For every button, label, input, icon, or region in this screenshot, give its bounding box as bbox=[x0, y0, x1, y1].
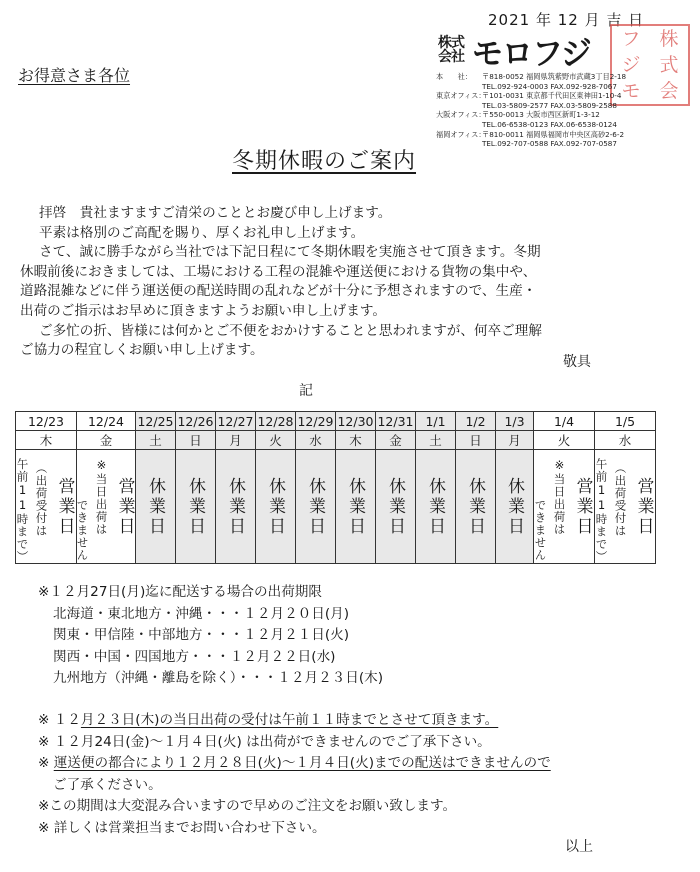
page-title: 冬期休暇のご案内 bbox=[232, 149, 417, 174]
stamp-char: 式 bbox=[659, 53, 679, 76]
calendar-closed-cell bbox=[376, 450, 416, 564]
calendar-weekday-cell: 火 bbox=[534, 431, 595, 450]
calendar-weekday-cell: 日 bbox=[176, 431, 216, 450]
closing-keigu: 敬具 bbox=[563, 354, 591, 370]
note-prefix: ※ １２ bbox=[38, 712, 81, 728]
company-type-line2: 会社 bbox=[438, 49, 464, 65]
day-status: 休業日 bbox=[465, 476, 485, 537]
shipping-heading: ※１２月27日(月)迄に配送する場合の出荷期限 bbox=[38, 584, 322, 600]
day-status: 営業日 bbox=[54, 476, 75, 537]
company-logo bbox=[438, 33, 591, 73]
note-item-continued: ご了承ください。 bbox=[53, 776, 162, 793]
company-name: モロフジ bbox=[472, 34, 591, 73]
issue-date: 2021 年 12 月 吉 日 bbox=[488, 11, 645, 29]
calendar-closed-cell bbox=[256, 450, 296, 564]
shipping-item: 関東・甲信陸・中部地方・・・１２月２１日(火) bbox=[53, 627, 350, 643]
stamp-char: ジ bbox=[621, 53, 641, 76]
office-address: 〒550-0013 大阪市西区新町1-3-12 bbox=[482, 110, 600, 120]
stamp-char: フ bbox=[621, 27, 641, 50]
status-row bbox=[16, 450, 656, 564]
stamp-char: 株 bbox=[659, 27, 679, 50]
note-item bbox=[38, 753, 551, 775]
day-note: ※当日出荷は bbox=[552, 458, 567, 536]
calendar-closed-cell bbox=[296, 450, 336, 564]
body-line: さて、誠に勝手ながら当社では下記日程にて冬期休暇を実施させて頂きます。冬期 bbox=[39, 244, 541, 261]
office-entry bbox=[436, 91, 626, 110]
calendar-weekday-cell: 火 bbox=[256, 431, 296, 450]
office-tel: TEL.06-6538-0123 FAX.06-6538-0124 bbox=[482, 119, 617, 129]
calendar-weekday-cell: 金 bbox=[77, 431, 136, 450]
company-type-line1: 株式 bbox=[438, 35, 464, 51]
day-note: 午前11時まで） bbox=[15, 458, 30, 563]
note-item: ※ 詳しくは営業担当までお問い合わせ下さい。 bbox=[38, 819, 326, 836]
body-line: 平素は格別のご高配を賜り、厚くお礼申し上げます。 bbox=[39, 224, 365, 241]
office-label: 本 社： bbox=[436, 72, 472, 81]
calendar-weekday-cell: 木 bbox=[16, 431, 77, 450]
calendar-closed-cell bbox=[496, 450, 534, 564]
date-row bbox=[16, 412, 656, 431]
calendar-date-cell: 12/28 bbox=[257, 413, 294, 429]
calendar-date-cell: 1/3 bbox=[496, 412, 534, 431]
day-status: 休業日 bbox=[345, 476, 365, 537]
calendar-weekday-cell: 木 bbox=[336, 431, 376, 450]
calendar-closed-cell bbox=[456, 450, 496, 564]
day-note: できません bbox=[533, 498, 548, 561]
day-note: できません bbox=[75, 498, 90, 561]
calendar-date-cell: 12/30 bbox=[337, 413, 374, 429]
office-entry bbox=[436, 110, 626, 129]
day-status: 休業日 bbox=[385, 476, 405, 537]
shipping-item: 関西・中国・四国地方・・・１２月２２日(水) bbox=[53, 648, 336, 665]
day-status: 休業日 bbox=[145, 476, 165, 537]
calendar-weekday-cell: 月 bbox=[496, 431, 534, 450]
day-note: （出荷受付は bbox=[613, 462, 628, 537]
day-status: 営業日 bbox=[572, 476, 593, 537]
office-address-block bbox=[436, 72, 626, 149]
office-label: 東京オフィス： bbox=[436, 91, 486, 101]
note-prefix: ※ bbox=[38, 755, 54, 771]
day-status: 休業日 bbox=[225, 476, 245, 537]
note-emphasis: 運送便の都合により１２月２８日(火)～１月４日(火)までの配送はできませんので bbox=[53, 755, 551, 771]
calendar-date-cell: 12/29 bbox=[297, 413, 334, 429]
ki-marker: 記 bbox=[299, 383, 313, 399]
office-address: 〒810-0011 福岡県福岡市中央区高砂2-6-2 bbox=[482, 129, 625, 139]
calendar-open-cell bbox=[16, 450, 77, 564]
calendar-weekday-cell: 水 bbox=[595, 431, 656, 450]
weekday-row bbox=[16, 431, 656, 450]
calendar-weekday-cell: 日 bbox=[456, 431, 496, 450]
day-status: 営業日 bbox=[633, 476, 654, 537]
calendar-open-cell bbox=[77, 450, 136, 564]
day-note: ※当日出荷は bbox=[94, 458, 109, 536]
day-note: 午前11時まで） bbox=[594, 458, 609, 563]
calendar-closed-cell bbox=[176, 450, 216, 564]
shipping-item: 九州地方（沖縄・離島を除く）・・・１２月２３日(木) bbox=[53, 670, 384, 686]
note-item: ※ １２月24日(金)～１月４日(火) は出荷ができませんのでご了承下さい。 bbox=[38, 733, 491, 750]
letter-body bbox=[20, 204, 680, 361]
calendar-weekday-cell: 土 bbox=[136, 431, 176, 450]
holiday-calendar-table bbox=[15, 411, 656, 564]
note-item: ※この期間は大変混み合いますので早めのご注文をお願い致します。 bbox=[38, 798, 457, 814]
day-status: 休業日 bbox=[504, 476, 524, 537]
body-line: ご協力の程宜しくお願い申し上げます。 bbox=[20, 342, 264, 359]
body-line: ご多忙の折、皆様には何かとご不便をおかけすることと思われますが、何卒ご理解 bbox=[39, 322, 542, 339]
calendar-open-cell bbox=[595, 450, 656, 564]
calendar-weekday-cell: 金 bbox=[376, 431, 416, 450]
calendar-weekday-cell: 土 bbox=[416, 431, 456, 450]
office-label: 福岡オフィス： bbox=[436, 129, 486, 139]
calendar-date-cell: 1/4 bbox=[534, 412, 595, 431]
calendar-date-cell: 1/5 bbox=[595, 412, 656, 431]
day-note: （出荷受付は bbox=[34, 462, 49, 537]
body-line: 出荷のご指示はお早めに頂きますようお願い申し上げます。 bbox=[20, 302, 386, 319]
day-status: 休業日 bbox=[425, 476, 445, 537]
company-type bbox=[438, 36, 468, 64]
day-status: 休業日 bbox=[185, 476, 205, 537]
calendar-closed-cell bbox=[416, 450, 456, 564]
notes-list bbox=[38, 710, 551, 839]
office-tel: TEL.03-5809-2577 FAX.03-5809-2588 bbox=[482, 100, 617, 110]
body-line: 道路混雑などに伴う運送便の配送時間の乱れなどが十分に予想されますので、生産・ bbox=[20, 283, 537, 300]
office-label: 大阪オフィス： bbox=[436, 110, 486, 120]
office-entry bbox=[436, 130, 626, 149]
calendar-date-cell: 1/1 bbox=[416, 412, 456, 431]
office-address: 〒101-0031 東京都千代田区東神田1-10-4 bbox=[482, 91, 622, 101]
calendar-date-cell: 12/25 bbox=[137, 413, 174, 429]
calendar-weekday-cell: 水 bbox=[296, 431, 336, 450]
calendar-date-cell: 12/27 bbox=[217, 413, 254, 429]
calendar-closed-cell bbox=[336, 450, 376, 564]
day-status: 休業日 bbox=[265, 476, 285, 537]
office-address: 〒818-0052 福岡県筑紫野市武蔵3丁目2-18 bbox=[482, 72, 627, 81]
calendar-date-cell: 1/2 bbox=[456, 412, 496, 431]
stamp-char: モ bbox=[621, 79, 641, 102]
body-line: 拝啓 貴社ますますご清栄のこととお慶び申し上げます。 bbox=[39, 205, 392, 221]
calendar-date-cell: 12/31 bbox=[377, 413, 414, 429]
note-item bbox=[38, 710, 551, 732]
calendar-closed-cell bbox=[136, 450, 176, 564]
office-tel: TEL.092-707-0588 FAX.092-707-0587 bbox=[482, 139, 617, 149]
office-tel: TEL.092-924-0003 FAX.092-928-7067 bbox=[482, 81, 617, 91]
calendar-closed-cell bbox=[216, 450, 256, 564]
shipping-item: 北海道・東北地方・沖縄・・・１２月２０日(月) bbox=[53, 605, 350, 622]
calendar-date-cell: 12/24 bbox=[77, 412, 136, 431]
body-line: 休暇前後におきましては、工場における工程の混雑や運送便における貨物の集中や、 bbox=[20, 263, 537, 280]
shipping-deadlines bbox=[38, 582, 383, 690]
addressee: お得意さま各位 bbox=[18, 66, 131, 85]
note-emphasis: 月２３日(木)の当日出荷の受付は午前１１時までとさせて頂きます。 bbox=[80, 712, 499, 728]
calendar-open-cell bbox=[534, 450, 595, 564]
closing-ijou: 以上 bbox=[565, 839, 593, 855]
calendar-date-cell: 12/23 bbox=[16, 412, 77, 431]
day-status: 休業日 bbox=[305, 476, 325, 537]
calendar-date-cell: 12/26 bbox=[177, 413, 214, 429]
day-status: 営業日 bbox=[114, 476, 135, 537]
calendar-weekday-cell: 月 bbox=[216, 431, 256, 450]
stamp-char: 会 bbox=[659, 79, 679, 102]
office-entry bbox=[436, 72, 626, 91]
